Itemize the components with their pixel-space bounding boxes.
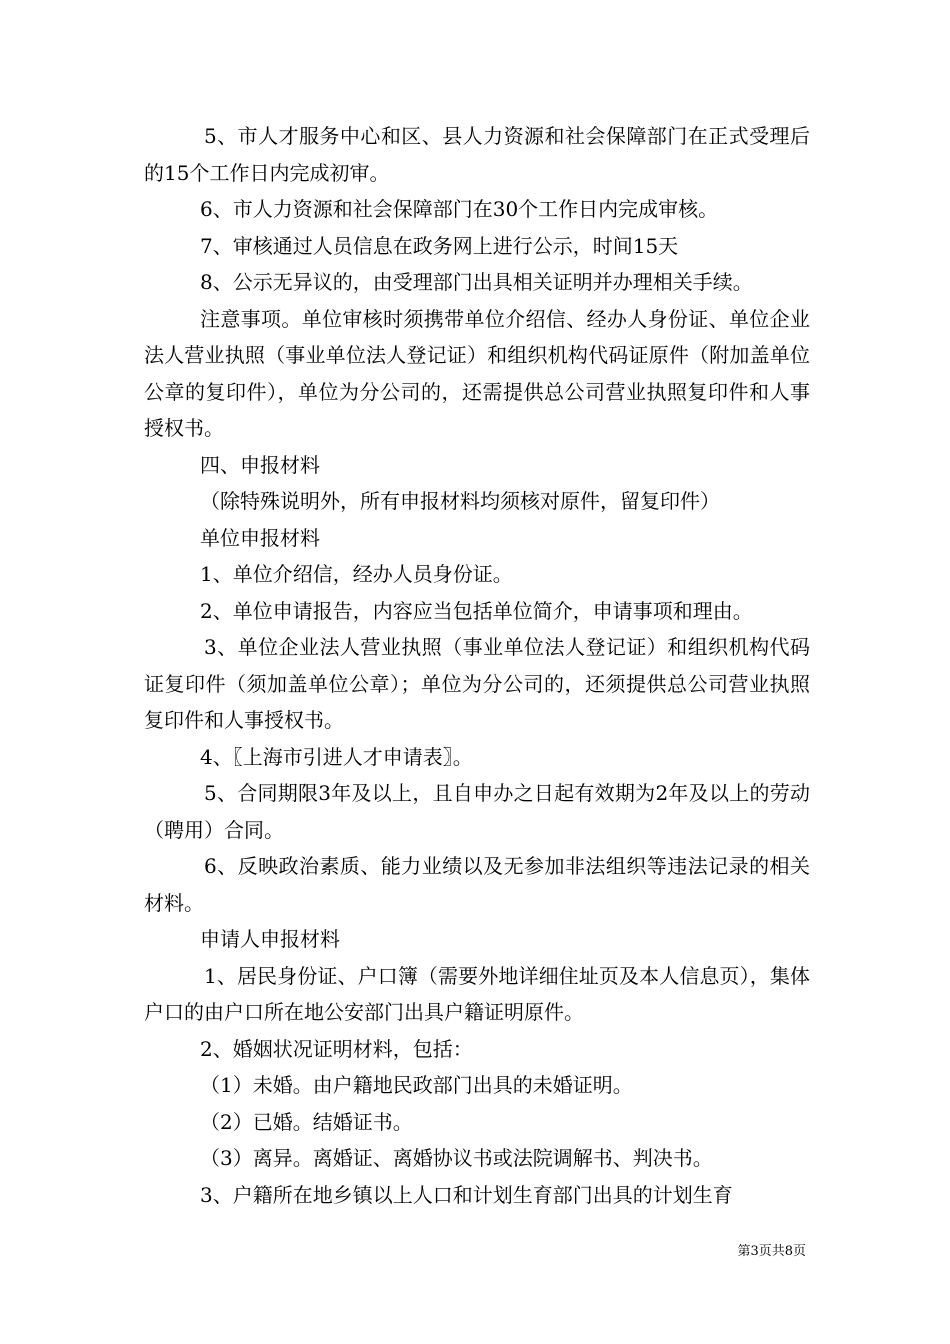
paragraph: 6、市人力资源和社会保障部门在30个工作日内完成审核。: [200, 197, 719, 221]
list-item: 2、婚姻状况证明材料，包括：: [200, 1036, 473, 1061]
subsection-heading: 申请人申报材料: [200, 927, 340, 951]
list-item: （2）已婚。结婚证书。: [200, 1109, 413, 1134]
page-number: 第3页共8页: [737, 1244, 806, 1259]
list-item: 3、户籍所在地乡镇以上人口和计划生育部门出具的计划生育: [200, 1182, 733, 1207]
list-item: 4、〖上海市引进人才申请表〗。: [200, 744, 473, 769]
list-item: 1、居民身份证、户口簿（需要外地详细住址页及本人信息页），集体户口的由户口所在地公安部门出具户籍证明原件。: [144, 963, 810, 1024]
list-item: 6、反映政治素质、能力业绩以及无参加非法组织等违法记录的相关材料。: [144, 854, 810, 915]
paragraph: 注意事项。单位审核时须携带单位介绍信、经办人身份证、单位企业法人营业执照（事业单位法人登记证）和组织机构代码证原件（附加盖单位公章的复印件），单位为分公司的，还需提供总公司营业执照复印件和人事授权书。: [144, 306, 810, 440]
list-item: 2、单位申请报告，内容应当包括单位简介，申请事项和理由。: [200, 598, 753, 623]
list-item: （1）未婚。由户籍地民政部门出具的未婚证明。: [200, 1073, 633, 1097]
list-item: （3）离异。离婚证、离婚协议书或法院调解书、判决书。: [200, 1146, 713, 1170]
paragraph-note: （除特殊说明外，所有申报材料均须核对原件，留复印件）: [200, 489, 720, 513]
subsection-heading: 单位申报材料: [200, 525, 320, 550]
paragraph: 8、公示无异议的，由受理部门出具相关证明并办理相关手续。: [200, 270, 753, 294]
list-item: 1、单位介绍信，经办人员身份证。: [200, 562, 513, 586]
section-heading: 四、申报材料: [200, 452, 320, 477]
document-body: [144, 118, 810, 1213]
list-item: 5、合同期限3年及以上，且自申办之日起有效期为2年及以上的劳动（聘用）合同。: [144, 781, 810, 842]
list-item: 3、单位企业法人营业执照（事业单位法人登记证）和组织机构代码证复印件（须加盖单位公章）；单位为分公司的，还须提供总公司营业执照复印件和人事授权书。: [144, 635, 810, 732]
paragraph: 5、市人才服务中心和区、县人力资源和社会保障部门在正式受理后的15个工作日内完成初审。: [144, 124, 810, 185]
paragraph: 7、审核通过人员信息在政务网上进行公示，时间15天: [200, 233, 679, 258]
